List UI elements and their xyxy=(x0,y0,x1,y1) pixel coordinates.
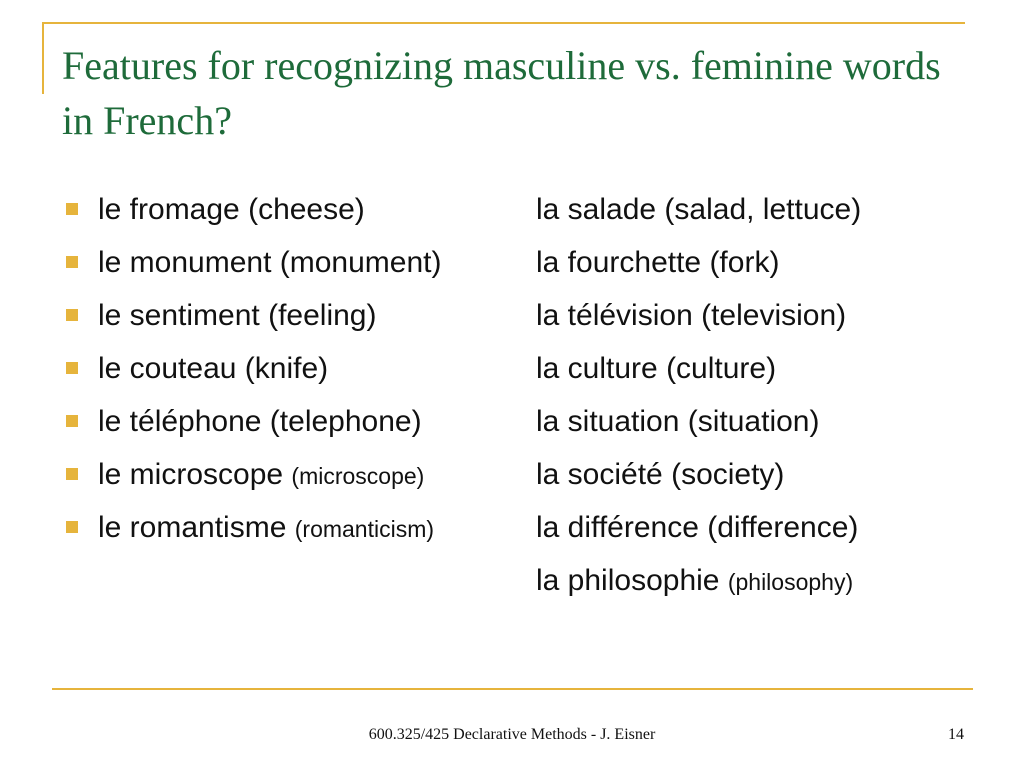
slide-title: Features for recognizing masculine vs. feminine words in French? xyxy=(62,43,941,143)
masculine-word: le monument (monument) xyxy=(98,246,442,279)
list-item xyxy=(0,556,1024,606)
list-item xyxy=(0,185,1024,235)
bullet-marker xyxy=(66,256,78,268)
list-item xyxy=(0,397,1024,447)
feminine-word: la philosophie (philosophy) xyxy=(536,564,854,597)
list-item xyxy=(0,450,1024,500)
feminine-word: la salade (salad, lettuce) xyxy=(536,193,862,226)
bullet-marker xyxy=(66,362,78,374)
translation-note: (romanticism) xyxy=(294,516,435,542)
title-top-rule xyxy=(42,22,965,24)
list-item xyxy=(0,503,1024,553)
feminine-word: la société (society) xyxy=(536,458,785,491)
translation-note: (microscope) xyxy=(291,463,425,489)
masculine-word: le téléphone (telephone) xyxy=(98,405,422,438)
bullet-marker xyxy=(66,521,78,533)
feminine-word: la situation (situation) xyxy=(536,405,820,438)
bullet-marker xyxy=(66,309,78,321)
feminine-word: la différence (difference) xyxy=(536,511,859,544)
bullet-marker xyxy=(66,203,78,215)
feminine-word: la culture (culture) xyxy=(536,352,777,385)
title-left-rule xyxy=(42,22,44,94)
footer-text: 600.325/425 Declarative Methods - J. Eisner xyxy=(368,726,656,743)
bullet-marker xyxy=(66,415,78,427)
page-number: 14 xyxy=(948,726,964,743)
footer-rule xyxy=(52,688,973,690)
masculine-word: le romantisme (romanticism) xyxy=(98,511,435,544)
list-item xyxy=(0,291,1024,341)
masculine-word: le sentiment (feeling) xyxy=(98,299,377,332)
list-item xyxy=(0,344,1024,394)
masculine-word: le fromage (cheese) xyxy=(98,193,365,226)
feminine-word: la fourchette (fork) xyxy=(536,246,780,279)
bullet-marker xyxy=(66,468,78,480)
feminine-word: la télévision (television) xyxy=(536,299,847,332)
list-item xyxy=(0,238,1024,288)
masculine-word: le microscope (microscope) xyxy=(98,458,425,491)
masculine-word: le couteau (knife) xyxy=(98,352,329,385)
translation-note: (philosophy) xyxy=(727,569,854,595)
